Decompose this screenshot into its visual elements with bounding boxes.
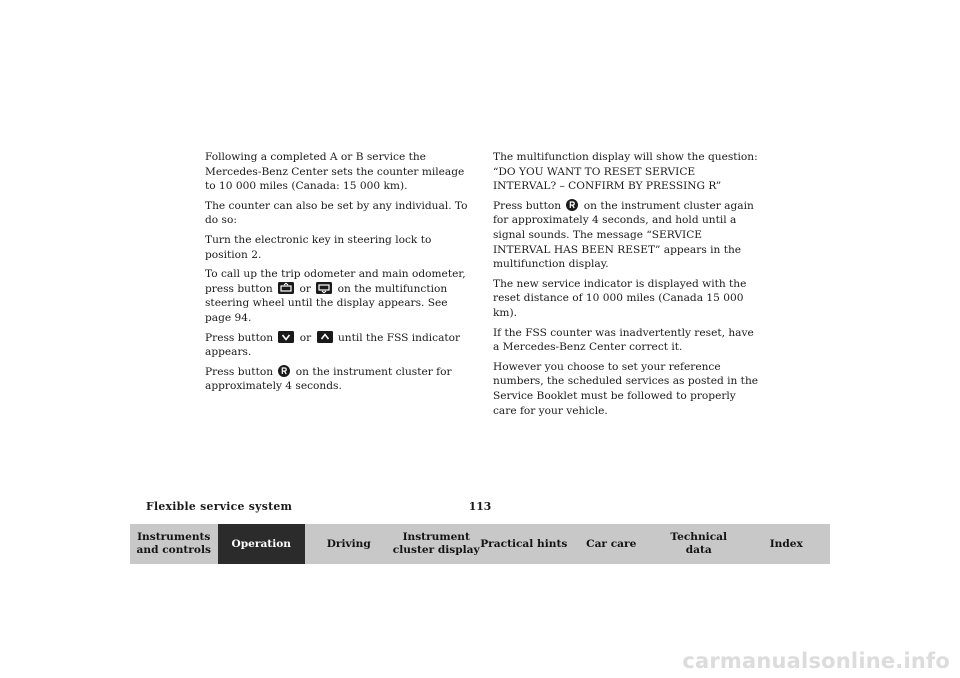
tab-technical-data[interactable]: Technical data: [655, 524, 743, 564]
page-number: 113: [468, 500, 492, 513]
text-run: Press button: [205, 331, 274, 344]
display-down-icon: [316, 282, 332, 294]
paragraph: The new service indicator is displayed with the reset distance of 10 000 miles (Canada 15 000 km).: [493, 277, 747, 319]
paragraph: Turn the electronic key in steering lock to position 2.: [205, 233, 432, 261]
paragraph: The multifunction display will show the question: “DO YOU WANT TO RESET SERVICE INTERVAL? – CONFIRM BY PRESSING R”: [493, 151, 758, 193]
paragraph: [493, 199, 759, 272]
chevron-down-icon: [317, 331, 333, 343]
watermark: carmanualsonline.info: [682, 649, 950, 673]
chapter-tabs: [130, 524, 830, 564]
reset-r-icon: [566, 199, 578, 211]
text-run: on the instrument cluster again for approximately 4 seconds, and hold until a signal sounds. The message “SERVICE INTERVAL HAS BEEN RESET” appears in the multifunction display.: [493, 199, 754, 271]
reset-r-icon: [278, 365, 290, 377]
display-up-icon: [278, 282, 294, 294]
tab-practical-hints[interactable]: Practical hints: [480, 524, 568, 564]
text-run: on the instrument cluster for approximately 4 seconds.: [205, 365, 452, 393]
paragraph: The counter can also be set by any individual. To do so:: [205, 199, 468, 227]
tab-driving[interactable]: Driving: [305, 524, 393, 564]
paragraph: [205, 331, 471, 360]
paragraph: Following a completed A or B service the Mercedes-Benz Center sets the counter mileage to 10 000 miles (Canada: 15 000 km).: [205, 151, 465, 193]
text-run: To call up the trip odometer and main odometer, press button: [205, 268, 466, 295]
right-column: [493, 150, 759, 423]
paragraph: [205, 365, 471, 394]
section-title: Flexible service system: [146, 500, 293, 513]
text-run: on the multifunction steering wheel until the display appears. See page 94.: [205, 282, 448, 324]
paragraph: [205, 267, 471, 325]
text-run: until the FSS indicator appears.: [205, 331, 461, 359]
text-run: Press button: [205, 365, 274, 378]
tab-instrument-cluster-display[interactable]: Instrument cluster display: [393, 524, 481, 564]
text-run: or: [299, 282, 311, 295]
left-column: [205, 150, 471, 399]
tab-operation[interactable]: Operation: [218, 524, 306, 564]
tab-car-care[interactable]: Car care: [568, 524, 656, 564]
tab-index[interactable]: Index: [743, 524, 831, 564]
paragraph: If the FSS counter was inadvertently reset, have a Mercedes-Benz Center correct it.: [493, 326, 754, 354]
chevron-up-icon: [278, 331, 294, 343]
tab-instruments-and-controls[interactable]: Instruments and controls: [130, 524, 218, 564]
text-run: Press button: [493, 199, 562, 212]
text-run: or: [299, 331, 312, 344]
paragraph: However you choose to set your reference numbers, the scheduled services as posted in the Service Booklet must be followed to properly care for your vehicle.: [493, 360, 759, 417]
